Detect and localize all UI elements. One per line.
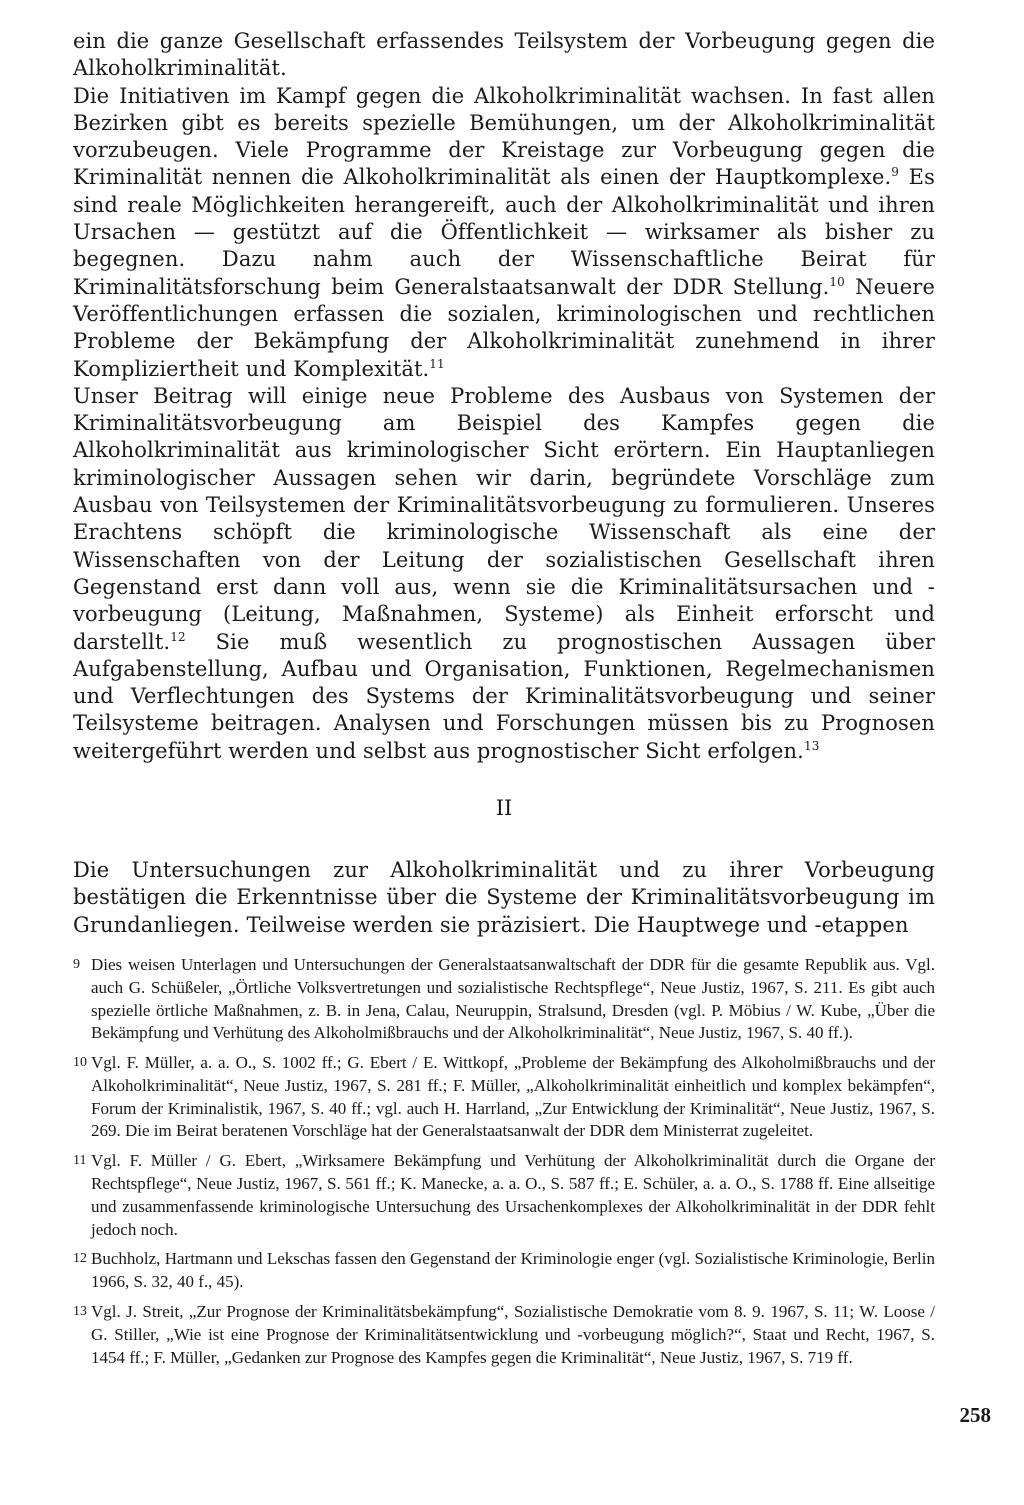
footnote-reference: 10: [829, 274, 845, 289]
footnote: [73, 1150, 935, 1241]
footnote-number: 12: [73, 1251, 87, 1267]
footnote-text: Vgl. J. Streit, „Zur Prognose der Kriminalitätsbekämpfung“, Sozialistische Demokratie vom 8. 9. 1967, S. 11; W. Loose / G. Stiller, „Wie ist eine Prognose der Kriminalitätsentwicklung und -vorbeugung möglich?“, Staat und Recht, 1967, S. 1454 ff.; F. Müller, „Gedanken zur Prognose des Kampfes gegen die Kriminalität“, Neue Justiz, 1967, S. 719 ff.: [91, 1302, 935, 1367]
page-number: 258: [959, 1403, 991, 1427]
body-paragraph: [73, 383, 935, 765]
section-paragraph: Die Untersuchungen zur Alkoholkriminalität und zu ihrer Vorbeugung bestätigen die Erkenntnisse über die Systeme der Kriminalitätsvorbeugung im Grundanliegen. Teilweise werden sie präzisiert. Die Hauptwege und -etappen: [73, 858, 935, 937]
footnote-number: 13: [73, 1304, 87, 1320]
footnote-number: 10: [73, 1055, 87, 1071]
footnote-text: Vgl. F. Müller / G. Ebert, „Wirksamere Bekämpfung und Verhütung der Alkoholkriminalität durch die Organe der Rechtspflege“, Neue Justiz, 1967, S. 561 ff.; K. Manecke, a. a. O., S. 587 ff.; E. Schüler, a. a. O., S. 1788 ff. Eine allseitige und zusammenfassende kriminologische Untersuchung des Ursachenkomplexes der Alkoholkriminalität in der DDR fehlt jedoch noch.: [91, 1151, 935, 1239]
footnote: [73, 1052, 935, 1143]
footnote: [73, 1301, 935, 1369]
paragraph-text: Es sind reale Möglichkeiten herangereift, auch der Alkoholkriminalität und ihren Ursachen — gestützt auf die Öffentlichkeit — wirksamer als bisher zu begegnen. Dazu nahm auch der Wissenschaftliche Beirat für Kriminalitätsforschung beim Generalstaatsanwalt der DDR Stellung.: [73, 165, 935, 299]
footnote-reference: 12: [170, 629, 186, 644]
footnote-text: Vgl. F. Müller, a. a. O., S. 1002 ff.; G. Ebert / E. Wittkopf, „Probleme der Bekämpfung des Alkoholmißbrauchs und der Alkoholkriminalität“, Neue Justiz, 1967, S. 281 ff.; F. Müller, „Alkoholkriminalität einheitlich und komplex bekämpfen“, Forum der Kriminalistik, 1967, S. 40 ff.; vgl. auch H. Harrland, „Zur Entwicklung der Kriminalität“, Neue Justiz, 1967, S. 269. Die im Beirat beratenen Vorschläge hat der Generalstaatsanwalt der DDR dem Ministerrat zugeleitet.: [91, 1053, 935, 1141]
footnote-reference: 11: [429, 356, 445, 371]
footnote-text: Buchholz, Hartmann und Lekschas fassen den Gegenstand der Kriminologie enger (vgl. Sozialistische Kriminologie, Berlin 1966, S. 32, 40 f., 45).: [91, 1249, 935, 1292]
body-text: [73, 28, 935, 765]
footnote-reference: 13: [803, 738, 820, 753]
paragraph-text: ein die ganze Gesellschaft erfassendes Teilsystem der Vorbeugung gegen die Alkoholkriminalität.: [73, 29, 935, 81]
footnote: [73, 1248, 935, 1294]
paragraph-text: Die Initiativen im Kampf gegen die Alkoholkriminalität wachsen. In fast allen Bezirken gibt es bereits spezielle Bemühungen, um der Alkoholkriminalität vorzubeugen. Viele Programme der Kreistage zur Vorbeugung gegen die Kriminalität nennen die Alkoholkriminalität als einen der Hauptkomplexe.: [73, 83, 935, 190]
footnote-number: 11: [73, 1153, 87, 1169]
footnotes: [73, 954, 935, 1370]
section-heading: II: [495, 796, 513, 821]
paragraph-text: Unser Beitrag will einige neue Probleme des Ausbaus von Systemen der Kriminalitätsvorbeugung am Beispiel des Kampfes gegen die Alkoholkriminalität aus kriminologischer Sicht erörtern. Ein Hauptanliegen kriminologischer Aussagen sehen wir darin, begründete Vorschläge zum Ausbau von Teilsystemen der Kriminalitätsvorbeugung zu formulieren. Unseres Erachtens schöpft die kriminologische Wissenschaft als eine der Wissenschaften von der Leitung der sozialistischen Gesellschaft ihren Gegenstand erst dann voll aus, wenn sie die Kriminalitätsursachen und -vorbeugung (Leitung, Maßnahmen, Systeme) als Einheit erforscht und darstellt.: [73, 383, 935, 654]
paragraph-text: Sie muß wesentlich zu prognostischen Aussagen über Aufgabenstellung, Aufbau und Organisation, Funktionen, Regelmechanismen und Verflechtungen des Systems der Kriminalitätsvorbeugung und seiner Teilsysteme beitragen. Analysen und Forschungen müssen bis zu Prognosen weitergeführt werden und selbst aus prognostischer Sicht erfolgen.: [73, 629, 935, 763]
footnote-reference: 9: [891, 165, 900, 180]
footnote: [73, 954, 935, 1045]
body-paragraph: [73, 83, 935, 383]
paragraph-text: Neuere Veröffentlichungen erfassen die sozialen, kriminologischen und rechtlichen Probleme der Bekämpfung der Alkoholkriminalität zunehmend in ihrer Kompliziertheit und Komplexität.: [73, 274, 935, 381]
body-paragraph: [73, 28, 935, 83]
footnote-number: 9: [73, 956, 80, 972]
page-content: [73, 28, 935, 1376]
footnote-text: Dies weisen Unterlagen und Untersuchungen der Generalstaatsanwaltschaft der DDR für die gesamte Republik aus. Vgl. auch G. Schüßeler, „Örtliche Volksvertretungen und sozialistische Rechtspflege“, Neue Justiz, 1967, S. 211. Es gibt auch spezielle örtliche Maßnahmen, z. B. in Jena, Calau, Neuruppin, Stralsund, Dresden (vgl. P. Möbius / W. Kube, „Über die Bekämpfung und Verhütung des Alkoholmißbrauchs und der Alkoholkriminalität“, Neue Justiz, 1967, S. 40 ff.).: [91, 954, 935, 1043]
